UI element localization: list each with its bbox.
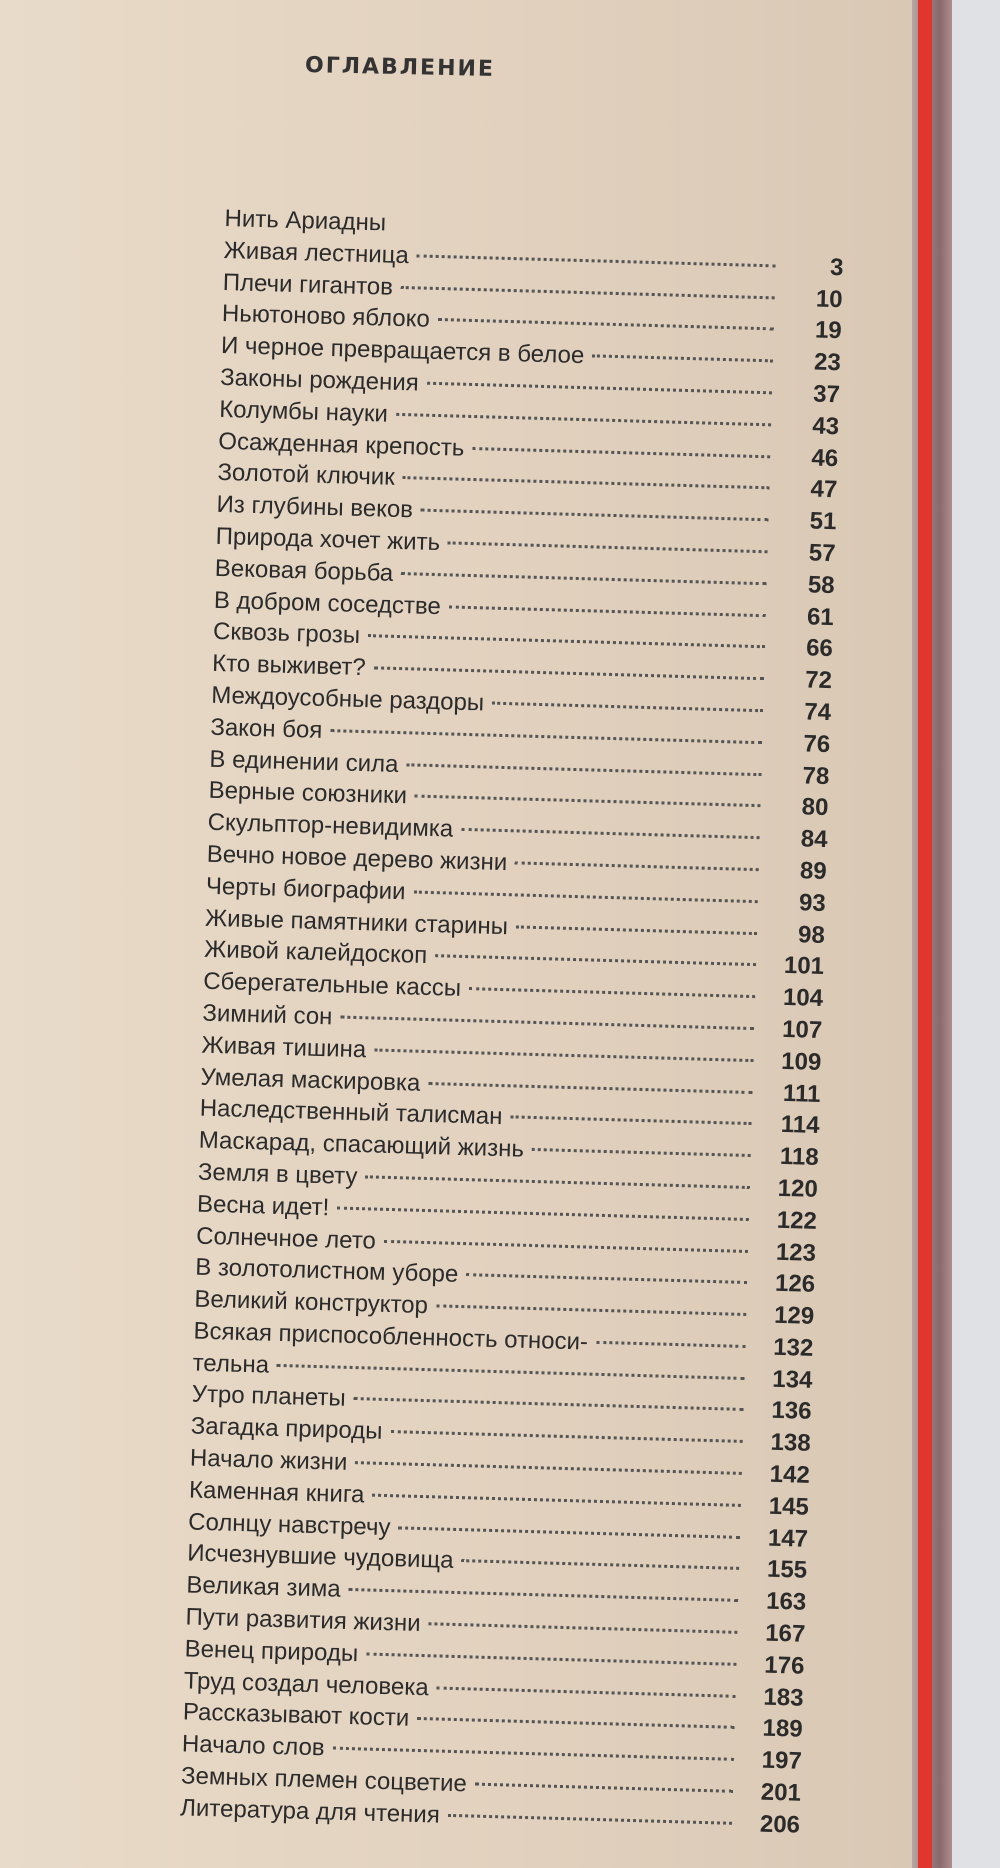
- toc-entry-page: 89: [799, 857, 828, 885]
- toc-entry-title: Черты биографии: [205, 872, 406, 906]
- dot-leader: [429, 1622, 738, 1634]
- dot-leader: [510, 1116, 751, 1126]
- dot-leader: [438, 318, 774, 330]
- toc-entry-page: 57: [808, 539, 836, 568]
- toc-entry-page: 61: [806, 602, 835, 631]
- toc-entry-page: 58: [807, 571, 835, 599]
- toc-entry-page: 129: [773, 1301, 815, 1330]
- dot-leader: [368, 635, 765, 649]
- toc-entry-title: Закон боя: [210, 713, 323, 744]
- toc-entry-title: Рассказывают кости: [182, 1698, 410, 1733]
- toc-entry-page: 80: [801, 793, 829, 822]
- toc-entry-title: Солнцу навстречу: [187, 1508, 391, 1541]
- dot-leader: [516, 925, 757, 935]
- toc-entry-title: Скульптор-невидимка: [207, 808, 454, 843]
- toc-entry-title: Начало слов: [181, 1730, 326, 1762]
- dot-leader: [330, 729, 762, 744]
- toc-entry-title: Вековая борьба: [214, 554, 394, 587]
- toc-entry-title: Законы рождения: [219, 363, 420, 397]
- dot-leader: [277, 1364, 745, 1380]
- toc-entry-title: Маскарад, спасающий жизнь: [198, 1126, 525, 1163]
- toc-entry-title: Земных племен соцветие: [180, 1762, 468, 1798]
- dot-leader: [596, 1341, 745, 1348]
- toc-entry-title: тельна: [192, 1349, 270, 1379]
- toc-entry-page: 47: [810, 475, 838, 504]
- toc-entry-title: Каменная книга: [188, 1476, 365, 1509]
- dot-leader: [492, 702, 763, 713]
- toc-entry-page: 74: [803, 698, 832, 727]
- toc-entry-page: 134: [772, 1365, 813, 1394]
- toc-entry-title: Наследственный талисман: [199, 1094, 503, 1131]
- dot-leader: [394, 225, 776, 236]
- toc-entry-page: 19: [814, 316, 843, 345]
- toc-entry-page: 132: [772, 1333, 814, 1362]
- toc-entry-title: Весна идет!: [196, 1190, 330, 1222]
- toc-entry-page: 122: [776, 1206, 818, 1235]
- toc-entry-page: 136: [771, 1397, 812, 1426]
- toc-entry-title: Вечно новое дерево жизни: [206, 840, 508, 877]
- dot-leader: [349, 1588, 739, 1602]
- toc-entry-title: Зимний сон: [202, 999, 333, 1031]
- dot-leader: [417, 254, 776, 267]
- toc-entry-title: Живая тишина: [201, 1031, 367, 1063]
- table-of-contents: [180, 205, 845, 1843]
- toc-entry-title: Пути развития жизни: [185, 1603, 421, 1638]
- toc-entry-page: 76: [803, 730, 831, 758]
- toc-entry-page: 111: [782, 1079, 821, 1108]
- toc-entry-page: 107: [781, 1015, 823, 1044]
- cover-edge: [918, 0, 932, 1868]
- dot-leader: [472, 447, 770, 458]
- toc-entry-title: Великий конструктор: [194, 1285, 429, 1320]
- toc-entry-page: 104: [782, 984, 824, 1013]
- toc-entry-page: 23: [813, 348, 842, 377]
- toc-entry-page: 123: [775, 1238, 817, 1267]
- toc-entry-title: Живой калейдоскоп: [203, 936, 428, 970]
- dot-leader: [406, 763, 761, 776]
- toc-entry-title: Утро планеты: [191, 1381, 347, 1413]
- toc-entry-title: Золотой ключик: [217, 459, 396, 492]
- dot-leader: [461, 1560, 739, 1571]
- toc-entry-title: Солнечное лето: [195, 1222, 377, 1255]
- dot-leader: [475, 1783, 733, 1793]
- toc-entry-title: Исчезнувшие чудовища: [186, 1539, 454, 1575]
- page-title: ОГЛАВЛЕНИЕ: [304, 53, 496, 82]
- dot-leader: [448, 541, 768, 553]
- toc-entry-title: Природа хочет жить: [215, 522, 441, 557]
- toc-entry-page: 66: [805, 634, 834, 663]
- dot-leader: [354, 1398, 744, 1412]
- dot-leader: [401, 572, 766, 585]
- toc-entry-page: 126: [774, 1270, 816, 1299]
- dot-leader: [372, 1493, 741, 1506]
- toc-entry-page: 163: [765, 1587, 807, 1617]
- dot-leader: [466, 1273, 747, 1284]
- toc-entry-page: 155: [766, 1556, 808, 1585]
- toc-entry-page: 176: [764, 1651, 805, 1680]
- dot-leader: [415, 795, 761, 808]
- toc-entry-title: Венец природы: [184, 1635, 359, 1668]
- toc-entry-title: В золотолистном уборе: [194, 1253, 459, 1289]
- toc-entry-title: Загадка природы: [190, 1412, 383, 1446]
- toc-entry-page: 46: [811, 444, 839, 472]
- toc-entry-page: [784, 242, 844, 244]
- dot-leader: [461, 828, 759, 839]
- toc-entry-title: Живые памятники старины: [204, 904, 509, 940]
- toc-entry-title: Сквозь грозы: [212, 618, 361, 650]
- dot-leader: [398, 1526, 740, 1539]
- toc-entry-page: 206: [759, 1810, 801, 1839]
- toc-entry-title: Колумбы науки: [218, 395, 389, 428]
- dot-leader: [374, 1048, 753, 1062]
- dot-leader: [337, 1206, 749, 1220]
- toc-entry-title: Великая зима: [186, 1571, 342, 1604]
- toc-entry-page: 147: [767, 1524, 809, 1553]
- dot-leader: [515, 861, 759, 871]
- toc-entry-title: Ньютоново яблоко: [221, 300, 431, 334]
- dot-leader: [448, 1814, 732, 1825]
- toc-entry-title: В добром соседстве: [213, 586, 442, 620]
- dot-leader: [592, 355, 773, 363]
- toc-entry-page: 114: [780, 1111, 820, 1140]
- toc-entry-page: 145: [768, 1492, 810, 1521]
- toc-entry-page: 167: [764, 1619, 806, 1648]
- dot-leader: [413, 890, 757, 903]
- toc-entry-title: Из глубины веков: [216, 491, 414, 524]
- dot-leader: [436, 1304, 746, 1316]
- toc-entry-title: Земля в цвету: [197, 1158, 358, 1190]
- dot-leader: [365, 1175, 749, 1189]
- dot-leader: [417, 1717, 735, 1729]
- toc-entry-page: 78: [802, 761, 830, 790]
- toc-entry-title: Кто выживет?: [211, 649, 367, 682]
- toc-entry-page: 189: [762, 1715, 804, 1744]
- toc-entry-page: 201: [760, 1778, 802, 1807]
- toc-entry-page: 10: [815, 285, 843, 313]
- toc-entry-page: 118: [779, 1142, 820, 1172]
- toc-entry-title: Нить Ариадны: [224, 205, 387, 237]
- toc-entry-title: Сберегательные кассы: [202, 967, 462, 1003]
- toc-entry-title: Труд создал человека: [183, 1667, 430, 1701]
- toc-entry-page: 138: [770, 1429, 812, 1458]
- toc-entry-page: 109: [780, 1047, 822, 1076]
- dot-leader: [532, 1148, 751, 1157]
- toc-entry-title: Живая лестница: [223, 236, 410, 269]
- dot-leader: [435, 954, 756, 966]
- toc-entry-page: 37: [812, 380, 841, 409]
- dot-leader: [403, 476, 770, 489]
- dot-leader: [469, 987, 755, 998]
- toc-entry-title: Умелая маскировка: [200, 1063, 421, 1097]
- toc-entry-page: 142: [769, 1460, 811, 1489]
- toc-entry-page: 51: [809, 507, 837, 536]
- toc-entry-page: 183: [763, 1683, 804, 1712]
- dot-leader: [333, 1747, 734, 1761]
- toc-entry-page: 98: [797, 920, 826, 949]
- dot-leader: [384, 1239, 748, 1252]
- toc-entry-page: 72: [804, 666, 833, 695]
- toc-entry-page: 84: [800, 825, 828, 854]
- dot-leader: [366, 1652, 736, 1665]
- dot-leader: [374, 666, 764, 680]
- toc-entry-page: 43: [811, 412, 840, 441]
- dot-leader: [390, 1430, 742, 1443]
- toc-entry-title: Литература для чтения: [179, 1794, 441, 1829]
- toc-entry-title: В единении сила: [209, 745, 399, 778]
- dot-leader: [428, 1082, 752, 1094]
- dot-leader: [437, 1686, 736, 1697]
- dot-leader: [427, 382, 772, 395]
- toc-entry-page: 120: [777, 1174, 819, 1203]
- dot-leader: [340, 1015, 754, 1030]
- dot-leader: [421, 509, 768, 522]
- dot-leader: [401, 286, 775, 299]
- toc-entry-page: 101: [783, 952, 825, 981]
- toc-entry-title: Междоусобные раздоры: [210, 681, 485, 717]
- toc-entry-page: 93: [798, 889, 827, 917]
- toc-entry-title: Начало жизни: [189, 1444, 348, 1476]
- dot-leader: [449, 605, 766, 617]
- toc-entry-title: И черное превращается в белое: [220, 332, 585, 370]
- toc-entry-title: Плечи гигантов: [222, 268, 394, 301]
- dot-leader: [396, 413, 771, 426]
- dot-leader: [355, 1461, 742, 1475]
- toc-entry-page: 197: [761, 1746, 803, 1775]
- toc-entry-page: 3: [829, 253, 844, 282]
- toc-entry-title: Осажденная крепость: [218, 427, 465, 462]
- toc-entry-title: Верные союзники: [208, 777, 408, 810]
- toc-entry-title: Всякая приспособленность относи-: [193, 1317, 589, 1356]
